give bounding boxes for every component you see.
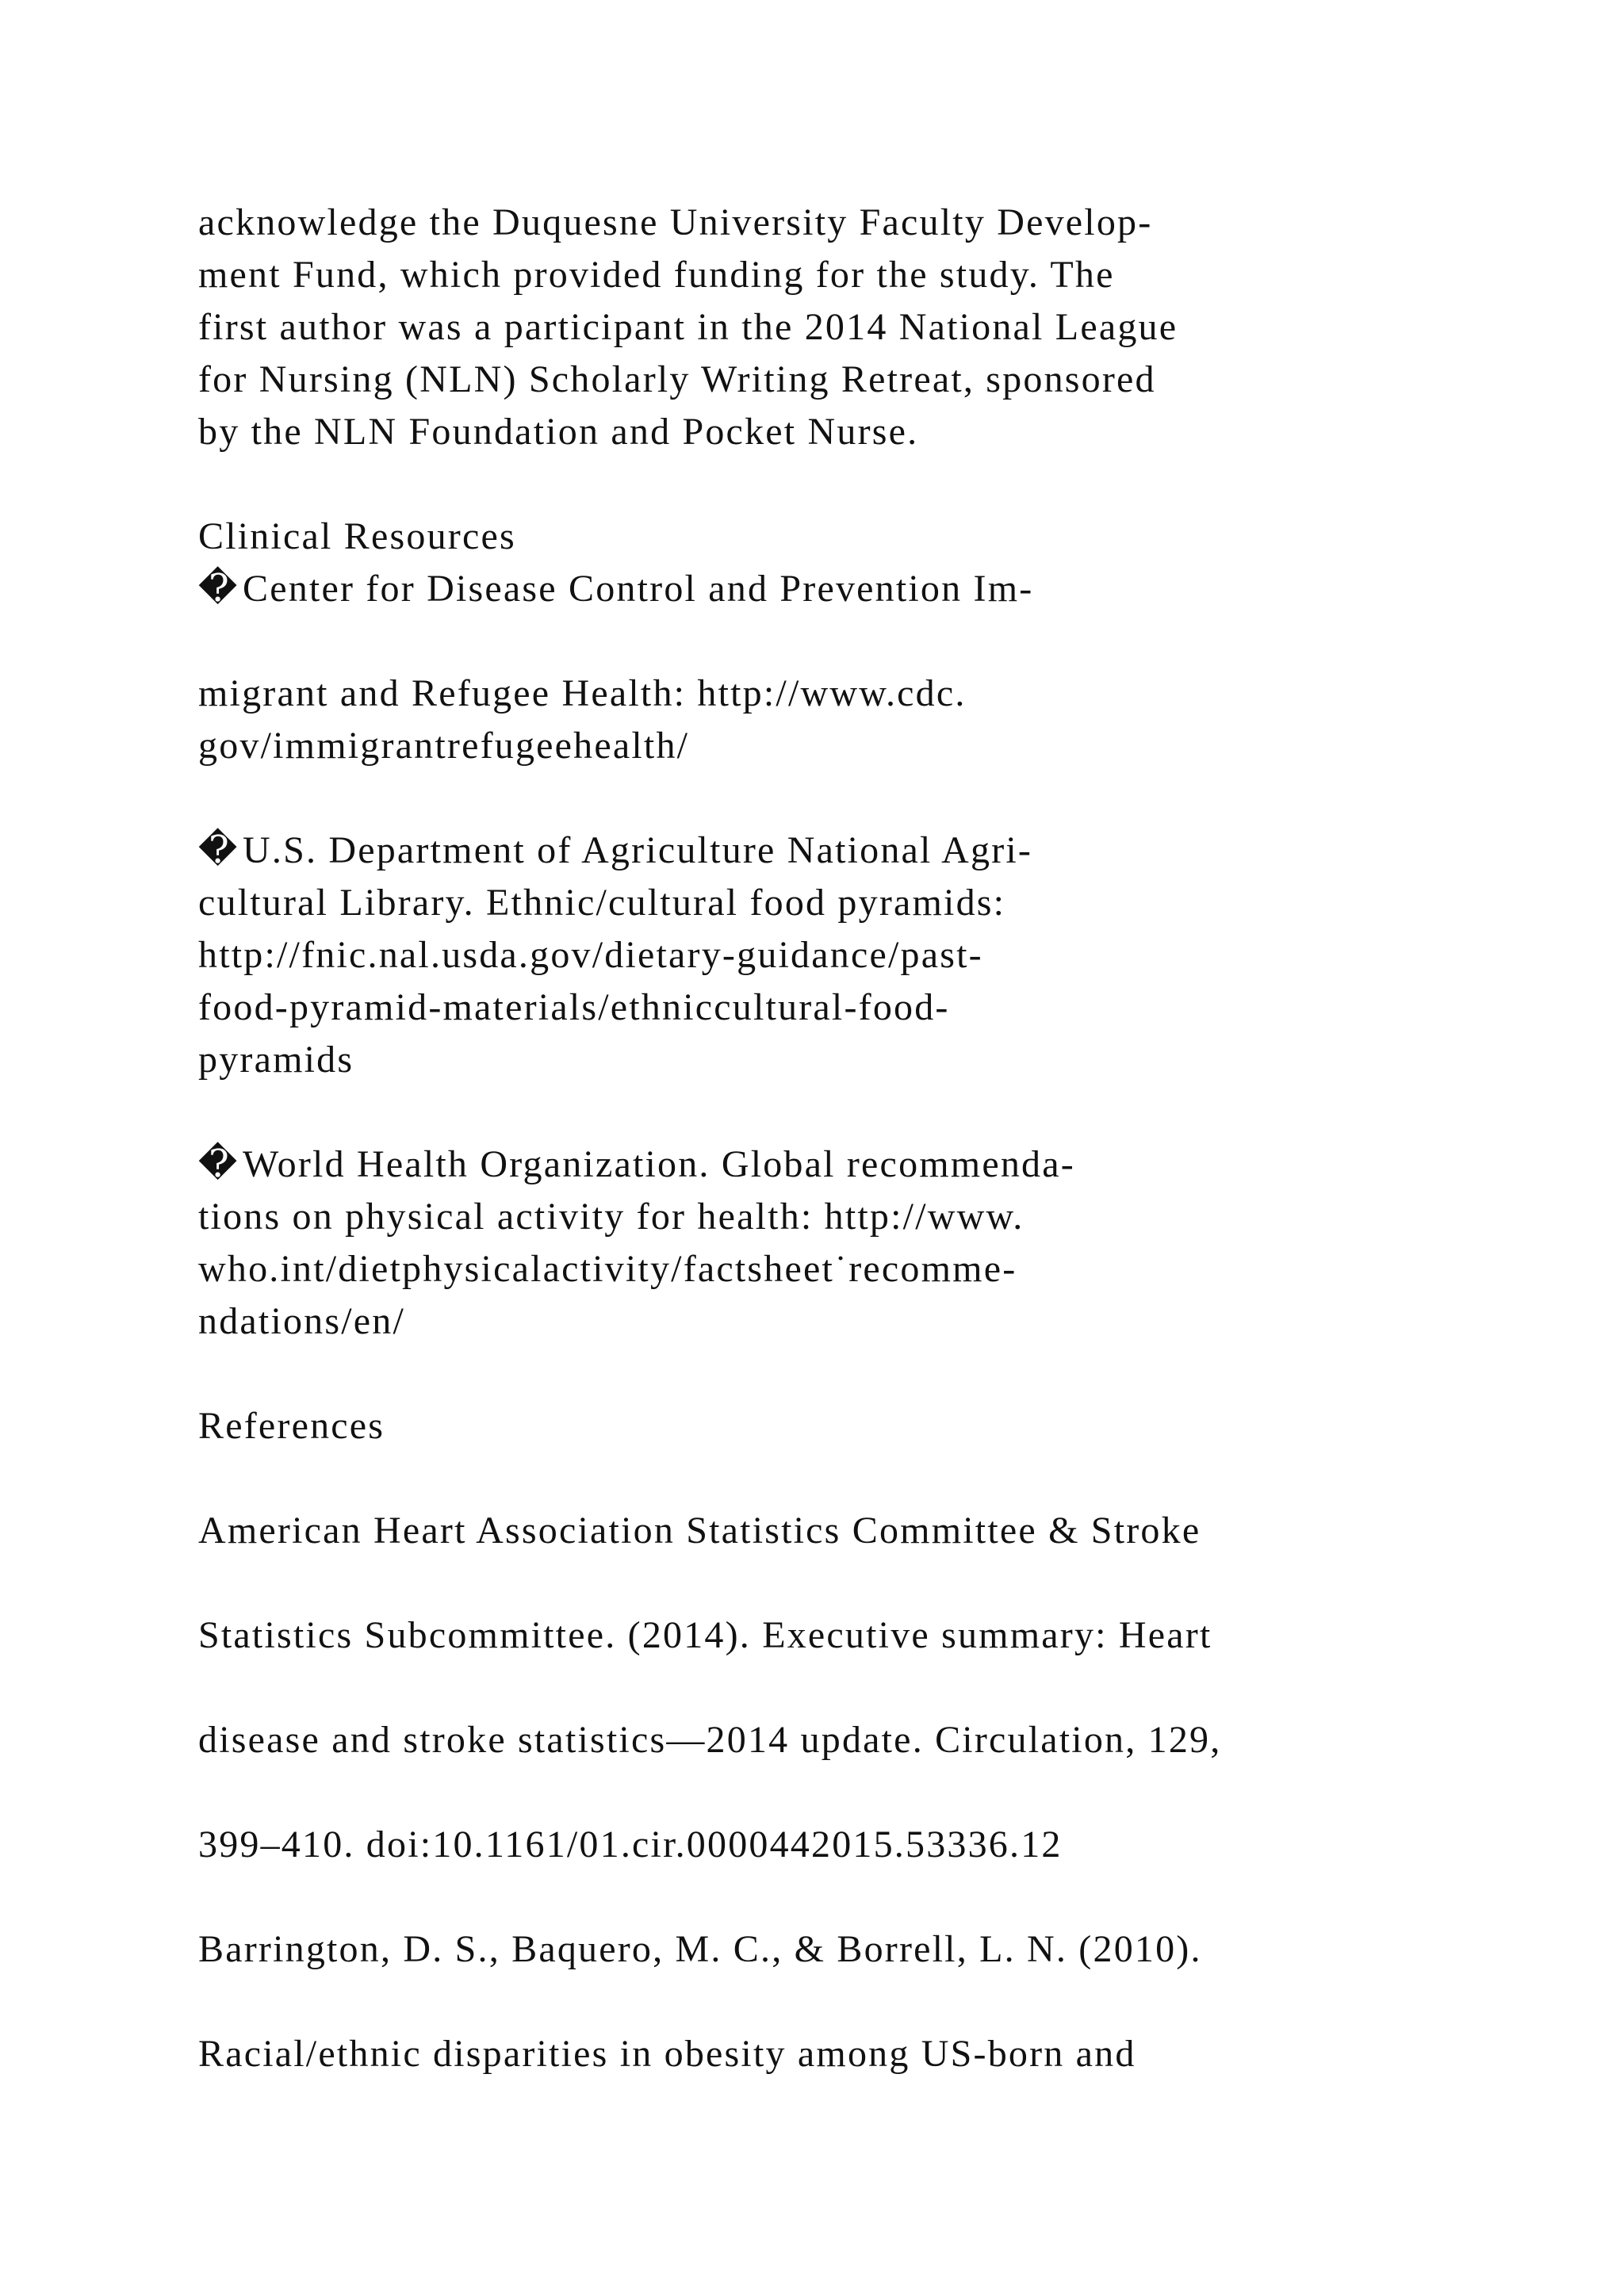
replacement-char-icon: � <box>198 568 238 610</box>
text-line: acknowledge the Duquesne University Faculty Develop- <box>198 201 1153 243</box>
text-line: ment Fund, which provided funding for the study. The <box>198 254 1115 296</box>
resource-link-line[interactable]: pyramids <box>198 1039 354 1081</box>
resource-link-line[interactable]: tions on physical activity for health: http://www. <box>198 1196 1025 1238</box>
section-heading: Clinical Resources <box>198 515 516 557</box>
text-line: first author was a participant in the 2014 National League <box>198 306 1178 348</box>
resource-item-cdc <box>198 563 1435 772</box>
resource-link-line[interactable]: ndations/en/ <box>198 1300 406 1342</box>
reference-line: 399–410. doi:10.1161/01.cir.0000442015.53336.12 <box>198 1823 1063 1866</box>
line-spacer <box>198 1662 1435 1714</box>
paragraph-spacer <box>198 458 1435 511</box>
resource-item-who <box>198 1138 1435 1348</box>
replacement-char-icon: � <box>198 829 238 871</box>
line-spacer <box>198 615 1435 668</box>
line-spacer <box>198 1452 1435 1505</box>
resource-text: U.S. Department of Agriculture National Agri- <box>243 829 1033 871</box>
replacement-char-icon: � <box>198 1143 238 1185</box>
resource-link-line[interactable]: migrant and Refugee Health: http://www.cdc. <box>198 672 967 714</box>
line-spacer <box>198 1871 1435 1923</box>
reference-line: American Heart Association Statistics Committee & Stroke <box>198 1510 1201 1552</box>
resource-first-line <box>198 563 1435 615</box>
resource-link-line[interactable]: who.int/dietphysicalactivity/factsheet˙recomme- <box>198 1248 1017 1290</box>
resource-first-line <box>198 825 1435 877</box>
document-page <box>198 197 1435 2080</box>
section-heading: References <box>198 1405 385 1447</box>
line-spacer <box>198 1976 1435 2028</box>
resource-link-line[interactable]: food-pyramid-materials/ethniccultural-food- <box>198 986 950 1028</box>
resource-link-line[interactable]: gov/immigrantrefugeehealth/ <box>198 725 690 767</box>
reference-line: Racial/ethnic disparities in obesity among US-born and <box>198 2033 1136 2075</box>
paragraph-spacer <box>198 1348 1435 1400</box>
acknowledgment-paragraph <box>198 197 1435 458</box>
resource-text: Center for Disease Control and Prevention Im- <box>243 568 1034 610</box>
resource-item-usda <box>198 825 1435 1086</box>
text-line: for Nursing (NLN) Scholarly Writing Retreat, sponsored <box>198 358 1156 400</box>
clinical-resources-section <box>198 511 1435 1348</box>
resource-text: World Health Organization. Global recommenda- <box>243 1143 1075 1185</box>
text-line: by the NLN Foundation and Pocket Nurse. <box>198 411 919 453</box>
references-section <box>198 1400 1435 2080</box>
paragraph-spacer <box>198 1086 1435 1138</box>
paragraph-spacer <box>198 772 1435 825</box>
line-spacer <box>198 1557 1435 1609</box>
resource-text-line: cultural Library. Ethnic/cultural food pyramids: <box>198 882 1006 924</box>
line-spacer <box>198 1766 1435 1819</box>
reference-line: disease and stroke statistics—2014 update. Circulation, 129, <box>198 1719 1222 1761</box>
reference-line: Statistics Subcommittee. (2014). Executive summary: Heart <box>198 1614 1212 1656</box>
resource-first-line <box>198 1138 1435 1191</box>
resource-link-line[interactable]: http://fnic.nal.usda.gov/dietary-guidance/past- <box>198 934 983 976</box>
reference-line: Barrington, D. S., Baquero, M. C., & Borrell, L. N. (2010). <box>198 1928 1202 1970</box>
